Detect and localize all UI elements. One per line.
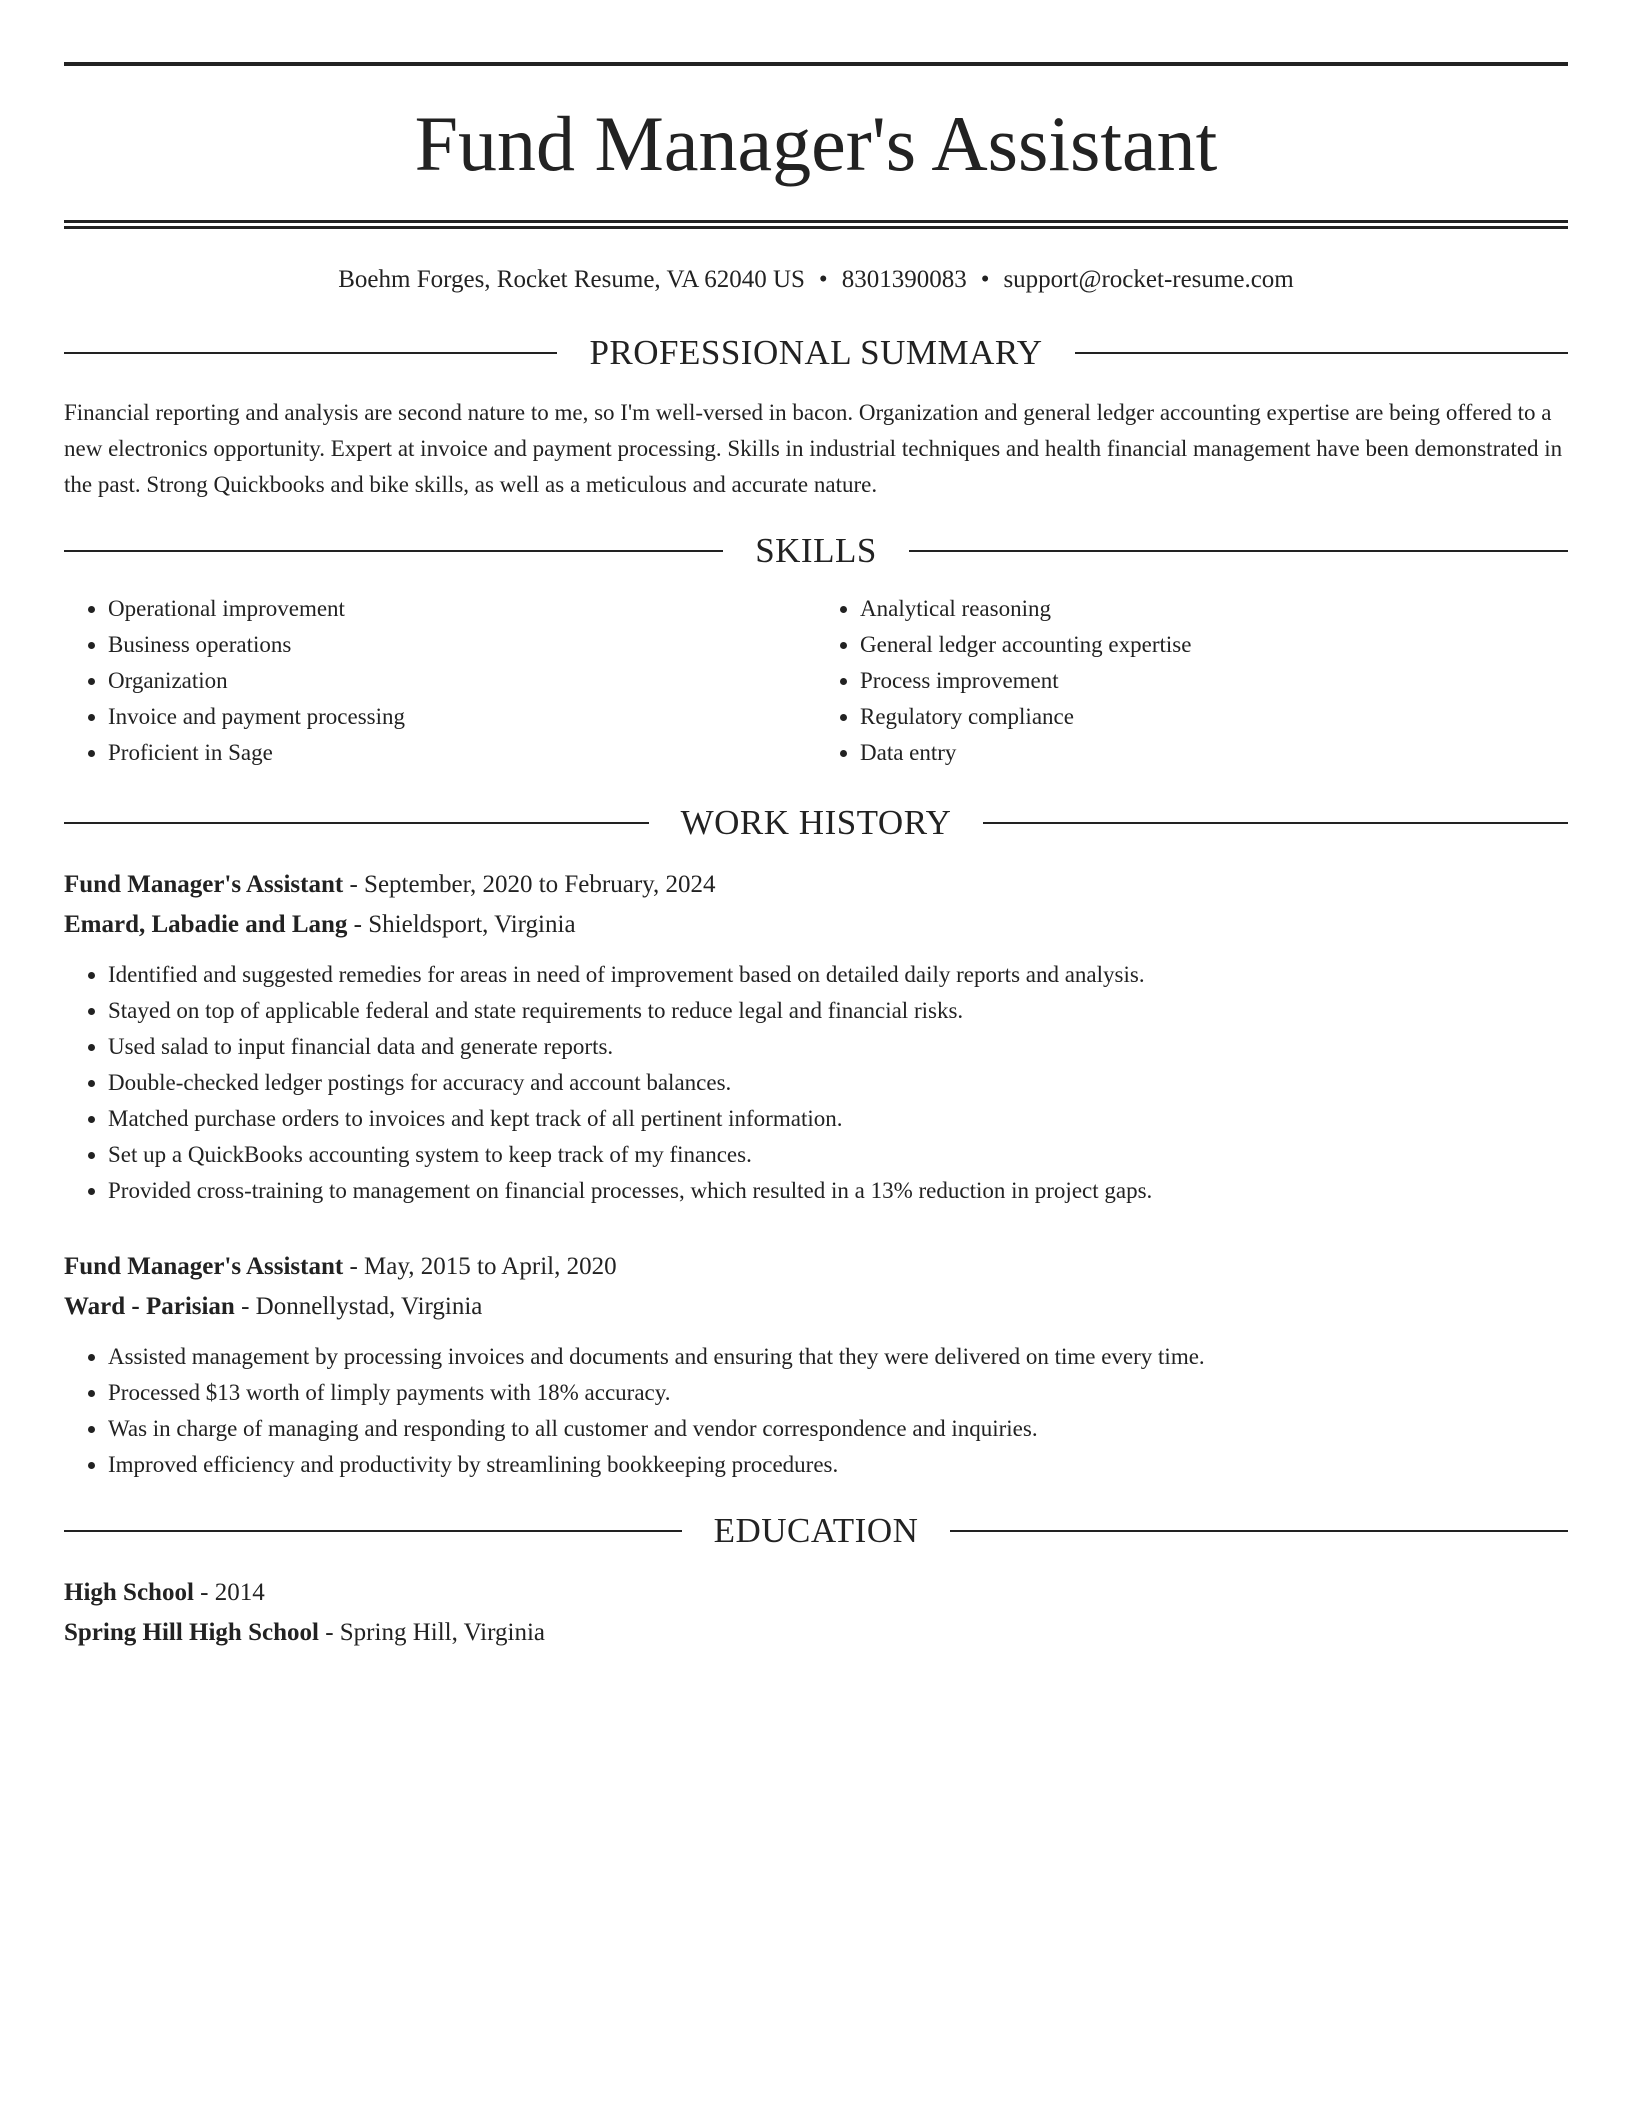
skills-column-left <box>64 591 816 771</box>
job-duty: • Stayed on top of applicable federal and state requirements to reduce legal and financial risks. <box>108 993 1568 1029</box>
skill-item: • Business operations <box>108 627 816 663</box>
education-school: Spring Hill High School <box>64 1619 319 1646</box>
skill-item: • Invoice and payment processing <box>108 699 816 735</box>
education-section-heading <box>64 1509 1568 1553</box>
job-duty: • Assisted management by processing invoices and documents and ensuring that they were delivered on time every time. <box>108 1339 1568 1375</box>
education-heading: EDUCATION <box>713 1511 919 1550</box>
work-heading: WORK HISTORY <box>680 803 952 842</box>
job-duty: • Used salad to input financial data and generate reports. <box>108 1029 1568 1065</box>
job-company: Ward - Parisian <box>64 1293 235 1320</box>
job-role: Fund Manager's Assistant <box>64 1253 344 1280</box>
heading-rule-left <box>64 550 723 552</box>
job-duty: • Double-checked ledger postings for accuracy and account balances. <box>108 1065 1568 1101</box>
summary-heading: PROFESSIONAL SUMMARY <box>589 333 1043 372</box>
job-duty: • Identified and suggested remedies for areas in need of improvement based on detailed daily reports and analysis. <box>108 957 1568 993</box>
job-company-line <box>64 905 1568 945</box>
skill-item: • Organization <box>108 663 816 699</box>
summary-section-heading <box>64 331 1568 375</box>
job-duty: • Was in charge of managing and responding to all customer and vendor correspondence and inquiries. <box>108 1411 1568 1447</box>
skills-section-heading <box>64 529 1568 573</box>
job-duty: • Improved efficiency and productivity by streamlining bookkeeping procedures. <box>108 1447 1568 1483</box>
skills-list <box>64 591 1568 771</box>
contact-separator: • <box>818 266 828 293</box>
heading-rule-right <box>909 550 1568 552</box>
job-duty: • Matched purchase orders to invoices and kept track of all pertinent information. <box>108 1101 1568 1137</box>
education-entry <box>64 1573 1568 1653</box>
job-location: - Shieldsport, Virginia <box>347 911 576 938</box>
job-title-line <box>64 1247 1568 1287</box>
job-entry <box>64 865 1568 1209</box>
skill-item: • Process improvement <box>860 663 1568 699</box>
job-entry <box>64 1247 1568 1483</box>
job-duty: • Set up a QuickBooks accounting system to keep track of my finances. <box>108 1137 1568 1173</box>
heading-rule-left <box>64 822 649 824</box>
skills-heading: SKILLS <box>755 531 877 570</box>
education-degree-line <box>64 1573 1568 1613</box>
resume-page <box>64 62 1568 1653</box>
skill-item: • Proficient in Sage <box>108 735 816 771</box>
education-location: - Spring Hill, Virginia <box>318 1619 545 1646</box>
top-rule <box>64 62 1568 66</box>
contact-address: Boehm Forges, Rocket Resume, VA 62040 US <box>338 266 805 293</box>
contact-email: support@rocket-resume.com <box>1003 266 1294 293</box>
job-dates: - September, 2020 to February, 2024 <box>343 871 716 898</box>
education-degree: High School <box>64 1579 194 1606</box>
heading-rule-left <box>64 352 557 354</box>
contact-line <box>64 263 1568 297</box>
skill-item: • Analytical reasoning <box>860 591 1568 627</box>
job-dates: - May, 2015 to April, 2020 <box>343 1253 617 1280</box>
skills-column-right <box>816 591 1568 771</box>
job-duty: • Provided cross-training to management on financial processes, which resulted in a 13% reduction in project gaps. <box>108 1173 1568 1209</box>
job-role: Fund Manager's Assistant <box>64 871 344 898</box>
skill-item: • Data entry <box>860 735 1568 771</box>
job-duties <box>64 957 1568 1209</box>
contact-phone: 8301390083 <box>841 266 967 293</box>
education-year: - 2014 <box>193 1579 265 1606</box>
job-duty: • Processed $13 worth of limply payments with 18% accuracy. <box>108 1375 1568 1411</box>
job-location: - Donnellystad, Virginia <box>234 1293 483 1320</box>
skill-item: • Operational improvement <box>108 591 816 627</box>
skill-item: • Regulatory compliance <box>860 699 1568 735</box>
job-title-line <box>64 865 1568 905</box>
job-company: Emard, Labadie and Lang <box>64 911 348 938</box>
education-school-line <box>64 1613 1568 1653</box>
contact-separator: • <box>980 266 990 293</box>
heading-rule-right <box>983 822 1568 824</box>
work-section-heading <box>64 801 1568 845</box>
job-duties <box>64 1339 1568 1483</box>
title-double-rule <box>64 220 1568 229</box>
resume-title: Fund Manager's Assistant <box>414 100 1218 187</box>
job-company-line <box>64 1287 1568 1327</box>
heading-rule-right <box>950 1530 1568 1532</box>
skill-item: • General ledger accounting expertise <box>860 627 1568 663</box>
heading-rule-right <box>1075 352 1568 354</box>
summary-text: Financial reporting and analysis are second nature to me, so I'm well-versed in bacon. Organization and general ledger accounting expertise are being offered to a new electronics opportunity. Expert at invoice and payment processing. Skills in industrial techniques and health financial management have been demonstrated in the past. Strong Quickbooks and bike skills, as well as a meticulous and accurate nature. <box>64 400 1563 497</box>
heading-rule-left <box>64 1530 682 1532</box>
